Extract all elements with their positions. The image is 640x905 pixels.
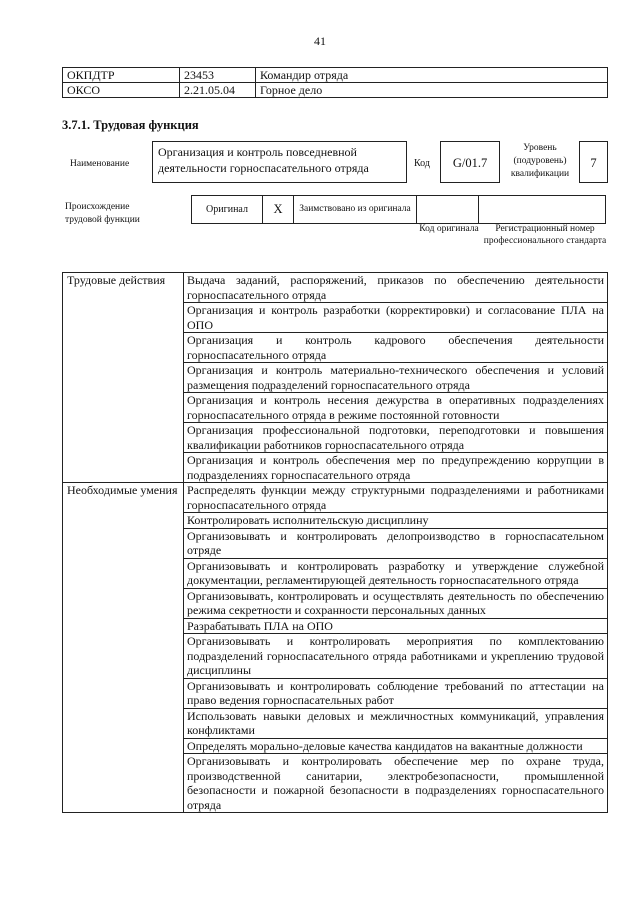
code-original-label: Код оригинала xyxy=(419,224,479,234)
qualification-level-label: Уровень (подуровень) квалификации xyxy=(510,143,570,179)
classifier-code: 23453 xyxy=(180,68,256,83)
page-number: 41 xyxy=(314,34,326,48)
section-title: 3.7.1. Трудовая функция xyxy=(62,118,199,132)
classifier-title: Горное дело xyxy=(256,83,608,98)
code-label: Код xyxy=(414,158,430,169)
origin-table xyxy=(191,195,606,224)
origin-label: Происхождение трудовой функции xyxy=(65,202,140,225)
reg-number-cell xyxy=(479,196,606,224)
row-text: Организовывать и контролировать обеспечение мер по охране труда, производственной санитарии, электробезопасности, промышленной безопасности и пожарной безопасности в подразделениях горноспасательного отряда xyxy=(184,754,608,813)
table-row xyxy=(63,483,608,513)
row-text: Определять морально-деловые качества кандидатов на вакантные должности xyxy=(184,738,608,754)
classifier-name: ОКПДТР xyxy=(63,68,180,83)
classifier-row xyxy=(63,68,608,83)
classifier-row xyxy=(63,83,608,98)
table-row xyxy=(63,273,608,303)
row-text: Организовывать и контролировать разработку и утверждение служебной документации, регламентирующей деятельность горноспасательного отряда xyxy=(184,558,608,588)
row-text: Организация и контроль обеспечения мер по предупреждению коррупции в подразделениях горноспасательного отряда xyxy=(184,453,608,483)
function-details-table xyxy=(62,272,608,813)
reg-number-label: Регистрационный номер профессионального стандарта xyxy=(483,224,607,246)
classifier-title: Командир отряда xyxy=(256,68,608,83)
row-text: Организовывать и контролировать делопроизводство в горноспасательном отряде xyxy=(184,528,608,558)
classifier-code: 2.21.05.04 xyxy=(180,83,256,98)
qualification-level: 7 xyxy=(579,141,608,183)
row-text: Использовать навыки деловых и межличностных коммуникаций, управления конфликтами xyxy=(184,708,608,738)
row-text: Организовывать и контролировать соблюдение требований по аттестации на право ведения горноспасательных работ xyxy=(184,678,608,708)
classifier-name: ОКСО xyxy=(63,83,180,98)
row-text: Выдача заданий, распоряжений, приказов по обеспечению деятельности горноспасательного отряда xyxy=(184,273,608,303)
function-name: Организация и контроль повседневной деятельности горноспасательного отряда xyxy=(152,141,407,183)
code-original-cell xyxy=(417,196,479,224)
row-category: Трудовые действия xyxy=(63,273,184,483)
row-text: Организация профессиональной подготовки, переподготовки и повышения квалификации работников горноспасательного отряда xyxy=(184,423,608,453)
function-code: G/01.7 xyxy=(440,141,500,183)
name-label: Наименование xyxy=(70,159,130,169)
row-text: Организация и контроль разработки (корректировки) и согласование ПЛА на ОПО xyxy=(184,303,608,333)
original-mark: X xyxy=(263,196,294,224)
row-text: Организация и контроль материально-технического обеспечения и условий размещения подразделений горноспасательного отряда xyxy=(184,363,608,393)
original-label: Оригинал xyxy=(192,196,263,224)
row-text: Контролировать исполнительскую дисциплину xyxy=(184,513,608,529)
row-text: Организация и контроль несения дежурства в оперативных подразделениях горноспасательного отряда в режиме постоянной готовности xyxy=(184,393,608,423)
row-text: Разрабатывать ПЛА на ОПО xyxy=(184,618,608,634)
row-text: Организация и контроль кадрового обеспечения деятельности горноспасательного отряда xyxy=(184,333,608,363)
classifier-table xyxy=(62,67,608,98)
row-category: Необходимые умения xyxy=(63,483,184,813)
row-text: Организовывать и контролировать мероприятия по комплектованию подразделений горноспасательного отряда работниками и укреплению трудовой дисциплины xyxy=(184,634,608,679)
row-text: Распределять функции между структурными подразделениями и работниками горноспасательного отряда xyxy=(184,483,608,513)
borrowed-label: Заимствовано из оригинала xyxy=(294,196,417,224)
row-text: Организовывать, контролировать и осуществлять деятельность по обеспечению режима секретности и сохранности персональных данных xyxy=(184,588,608,618)
